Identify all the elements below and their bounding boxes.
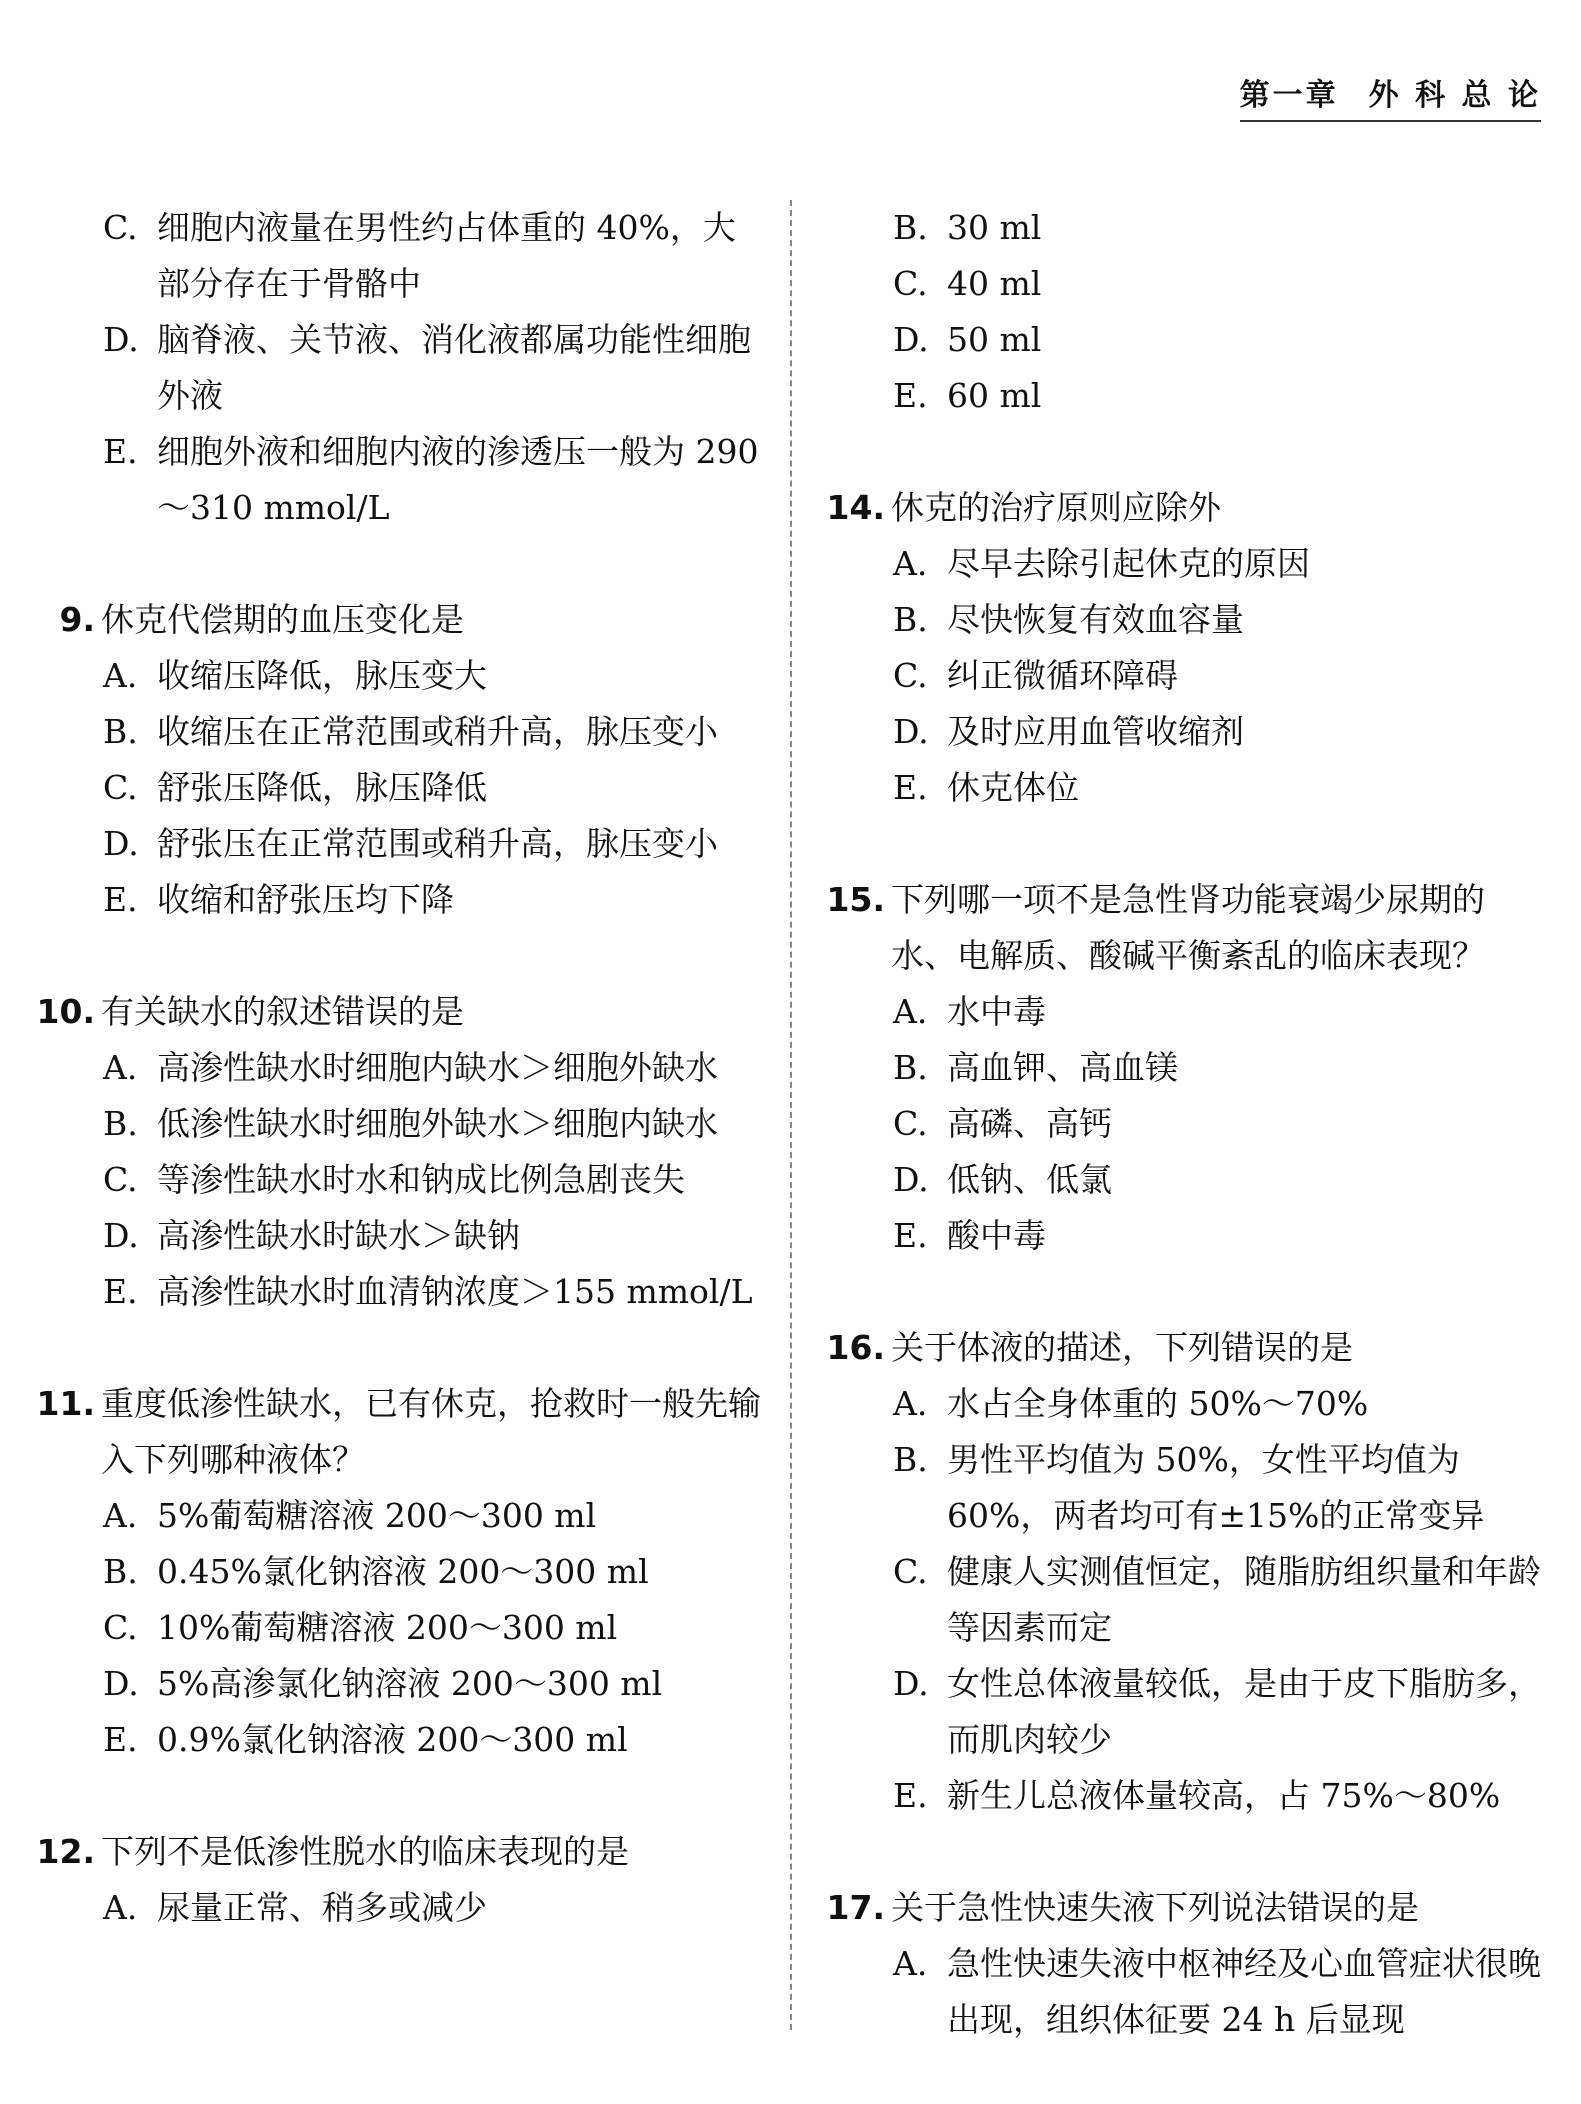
option-text: 收缩和舒张压均下降 [157, 880, 454, 919]
question-number: 15. [826, 880, 885, 919]
question-number: 11. [36, 1384, 95, 1423]
question-block [815, 1320, 1550, 1824]
question-text: 下列哪一项不是急性肾功能衰竭少尿期的水、电解质、酸碱平衡紊乱的临床表现？ [891, 880, 1485, 975]
option-text: 尽快恢复有效血容量 [947, 600, 1244, 639]
answer-option [815, 536, 1550, 592]
option-letter: D. [893, 320, 929, 359]
chapter-label: 第一章 [1239, 78, 1339, 113]
option-letter: E. [893, 1216, 928, 1255]
answer-option [25, 760, 765, 816]
option-letter: D. [893, 1664, 929, 1703]
answer-option [815, 1096, 1550, 1152]
answer-option [815, 1768, 1550, 1824]
option-letter: D. [893, 712, 929, 751]
question-stem [25, 984, 765, 1040]
answer-option [815, 1936, 1550, 2048]
option-text: 40 ml [947, 264, 1042, 303]
option-text: 等渗性缺水时水和钠成比例急剧丧失 [157, 1160, 685, 1199]
answer-option [25, 704, 765, 760]
question-stem [25, 1376, 765, 1488]
answer-option [815, 760, 1550, 816]
answer-option [25, 1264, 765, 1320]
question-text: 关于急性快速失液下列说法错误的是 [891, 1888, 1419, 1927]
question-block [25, 1376, 765, 1768]
question-text: 有关缺水的叙述错误的是 [101, 992, 464, 1031]
option-text: 高渗性缺水时细胞内缺水＞细胞外缺水 [157, 1048, 718, 1087]
answer-option [25, 312, 765, 424]
option-letter: A. [103, 656, 138, 695]
option-letter: B. [103, 1104, 138, 1143]
option-letter: C. [103, 1160, 138, 1199]
question-block [25, 984, 765, 1320]
answer-option [815, 1432, 1550, 1544]
option-letter: A. [893, 1384, 928, 1423]
option-letter: A. [893, 1944, 928, 1983]
option-letter: E. [893, 1776, 928, 1815]
answer-option [815, 1152, 1550, 1208]
question-stem [815, 1320, 1550, 1376]
answer-option [815, 1040, 1550, 1096]
question-text: 下列不是低渗性脱水的临床表现的是 [101, 1832, 629, 1871]
option-letter: B. [893, 208, 928, 247]
question-number: 12. [36, 1832, 95, 1871]
answer-option [815, 1376, 1550, 1432]
question-stem [815, 480, 1550, 536]
option-letter: A. [103, 1888, 138, 1927]
question-block [815, 872, 1550, 1264]
option-text: 收缩压在正常范围或稍升高，脉压变小 [157, 712, 718, 751]
option-letter: A. [893, 992, 928, 1031]
option-letter: C. [103, 768, 138, 807]
question-block [25, 200, 765, 536]
answer-option [815, 704, 1550, 760]
option-text: 10%葡萄糖溶液 200～300 ml [157, 1608, 618, 1647]
answer-option [815, 312, 1550, 368]
column-divider [790, 200, 792, 2030]
option-text: 男性平均值为 50%，女性平均值为 60%，两者均可有±15%的正常变异 [947, 1440, 1485, 1535]
option-text: 高磷、高钙 [947, 1104, 1112, 1143]
option-text: 水占全身体重的 50%～70% [947, 1384, 1369, 1423]
question-text: 休克代偿期的血压变化是 [101, 600, 464, 639]
option-letter: D. [103, 320, 139, 359]
left-column [25, 200, 765, 1992]
answer-option [25, 1600, 765, 1656]
question-block [25, 592, 765, 928]
option-text: 尽早去除引起休克的原因 [947, 544, 1310, 583]
answer-option [25, 200, 765, 312]
question-number: 16. [826, 1328, 885, 1367]
answer-option [25, 872, 765, 928]
option-text: 急性快速失液中枢神经及心血管症状很晚出现，组织体征要 24 h 后显现 [947, 1944, 1541, 2039]
question-text: 关于体液的描述，下列错误的是 [891, 1328, 1353, 1367]
option-text: 0.45%氯化钠溶液 200～300 ml [157, 1552, 649, 1591]
answer-option [25, 1544, 765, 1600]
option-text: 舒张压在正常范围或稍升高，脉压变小 [157, 824, 718, 863]
option-letter: D. [103, 1664, 139, 1703]
option-letter: B. [103, 712, 138, 751]
option-text: 0.9%氯化钠溶液 200～300 ml [157, 1720, 628, 1759]
option-letter: B. [893, 1440, 928, 1479]
option-letter: B. [893, 1048, 928, 1087]
option-text: 50 ml [947, 320, 1042, 359]
answer-option [815, 200, 1550, 256]
answer-option [815, 368, 1550, 424]
option-letter: E. [103, 1272, 138, 1311]
question-stem [815, 872, 1550, 984]
answer-option [815, 648, 1550, 704]
page-header [1240, 70, 1541, 122]
answer-option [25, 1208, 765, 1264]
question-text: 重度低渗性缺水，已有休克，抢救时一般先输入下列哪种液体？ [101, 1384, 761, 1479]
option-letter: C. [103, 208, 138, 247]
answer-option [25, 1656, 765, 1712]
answer-option [25, 424, 765, 536]
answer-option [815, 592, 1550, 648]
option-text: 低渗性缺水时细胞外缺水＞细胞内缺水 [157, 1104, 718, 1143]
answer-option [25, 1880, 765, 1936]
option-text: 纠正微循环障碍 [947, 656, 1178, 695]
question-stem [25, 592, 765, 648]
answer-option [25, 648, 765, 704]
question-number: 17. [826, 1888, 885, 1927]
question-block [815, 480, 1550, 816]
option-letter: D. [893, 1160, 929, 1199]
option-text: 低钠、低氯 [947, 1160, 1112, 1199]
option-text: 及时应用血管收缩剂 [947, 712, 1244, 751]
option-letter: E. [103, 432, 138, 471]
option-text: 脑脊液、关节液、消化液都属功能性细胞外液 [157, 320, 751, 415]
option-text: 细胞外液和细胞内液的渗透压一般为 290～310 mmol/L [157, 432, 759, 527]
option-letter: A. [103, 1048, 138, 1087]
question-number: 9. [59, 600, 95, 639]
answer-option [25, 1040, 765, 1096]
answer-option [25, 816, 765, 872]
option-text: 30 ml [947, 208, 1042, 247]
answer-option [25, 1488, 765, 1544]
option-letter: C. [893, 1104, 928, 1143]
answer-option [815, 256, 1550, 312]
option-text: 酸中毒 [947, 1216, 1046, 1255]
option-letter: C. [893, 656, 928, 695]
option-letter: E. [103, 880, 138, 919]
option-text: 高血钾、高血镁 [947, 1048, 1178, 1087]
chapter-title: 外 科 总 论 [1368, 78, 1541, 113]
option-letter: C. [893, 264, 928, 303]
option-text: 水中毒 [947, 992, 1046, 1031]
answer-option [25, 1096, 765, 1152]
option-text: 健康人实测值恒定，随脂肪组织量和年龄等因素而定 [947, 1552, 1541, 1647]
answer-option [815, 984, 1550, 1040]
option-text: 细胞内液量在男性约占体重的 40%，大部分存在于骨骼中 [157, 208, 736, 303]
question-block [815, 200, 1550, 424]
answer-option [25, 1712, 765, 1768]
question-number: 10. [36, 992, 95, 1031]
option-letter: A. [103, 1496, 138, 1535]
option-text: 高渗性缺水时血清钠浓度＞155 mmol/L [157, 1272, 753, 1311]
question-number: 14. [826, 488, 885, 527]
option-letter: D. [103, 824, 139, 863]
option-letter: A. [893, 544, 928, 583]
option-letter: E. [893, 376, 928, 415]
option-text: 5%高渗氯化钠溶液 200～300 ml [157, 1664, 663, 1703]
question-stem [25, 1824, 765, 1880]
option-text: 5%葡萄糖溶液 200～300 ml [157, 1496, 597, 1535]
option-text: 收缩压降低，脉压变大 [157, 656, 487, 695]
question-block [25, 1824, 765, 1936]
question-stem [815, 1880, 1550, 1936]
option-text: 舒张压降低，脉压降低 [157, 768, 487, 807]
answer-option [815, 1656, 1550, 1768]
option-letter: E. [103, 1720, 138, 1759]
answer-option [25, 1152, 765, 1208]
option-letter: B. [893, 600, 928, 639]
option-text: 新生儿总液体量较高，占 75%～80% [947, 1776, 1501, 1815]
option-letter: B. [103, 1552, 138, 1591]
option-letter: E. [893, 768, 928, 807]
option-text: 女性总体液量较低，是由于皮下脂肪多，而肌肉较少 [947, 1664, 1541, 1759]
option-text: 尿量正常、稍多或减少 [157, 1888, 487, 1927]
answer-option [815, 1544, 1550, 1656]
option-text: 休克体位 [947, 768, 1079, 807]
question-text: 休克的治疗原则应除外 [891, 488, 1221, 527]
option-letter: C. [103, 1608, 138, 1647]
right-column [815, 200, 1550, 2104]
option-text: 高渗性缺水时缺水＞缺钠 [157, 1216, 520, 1255]
option-letter: D. [103, 1216, 139, 1255]
answer-option [815, 1208, 1550, 1264]
option-letter: C. [893, 1552, 928, 1591]
option-text: 60 ml [947, 376, 1042, 415]
